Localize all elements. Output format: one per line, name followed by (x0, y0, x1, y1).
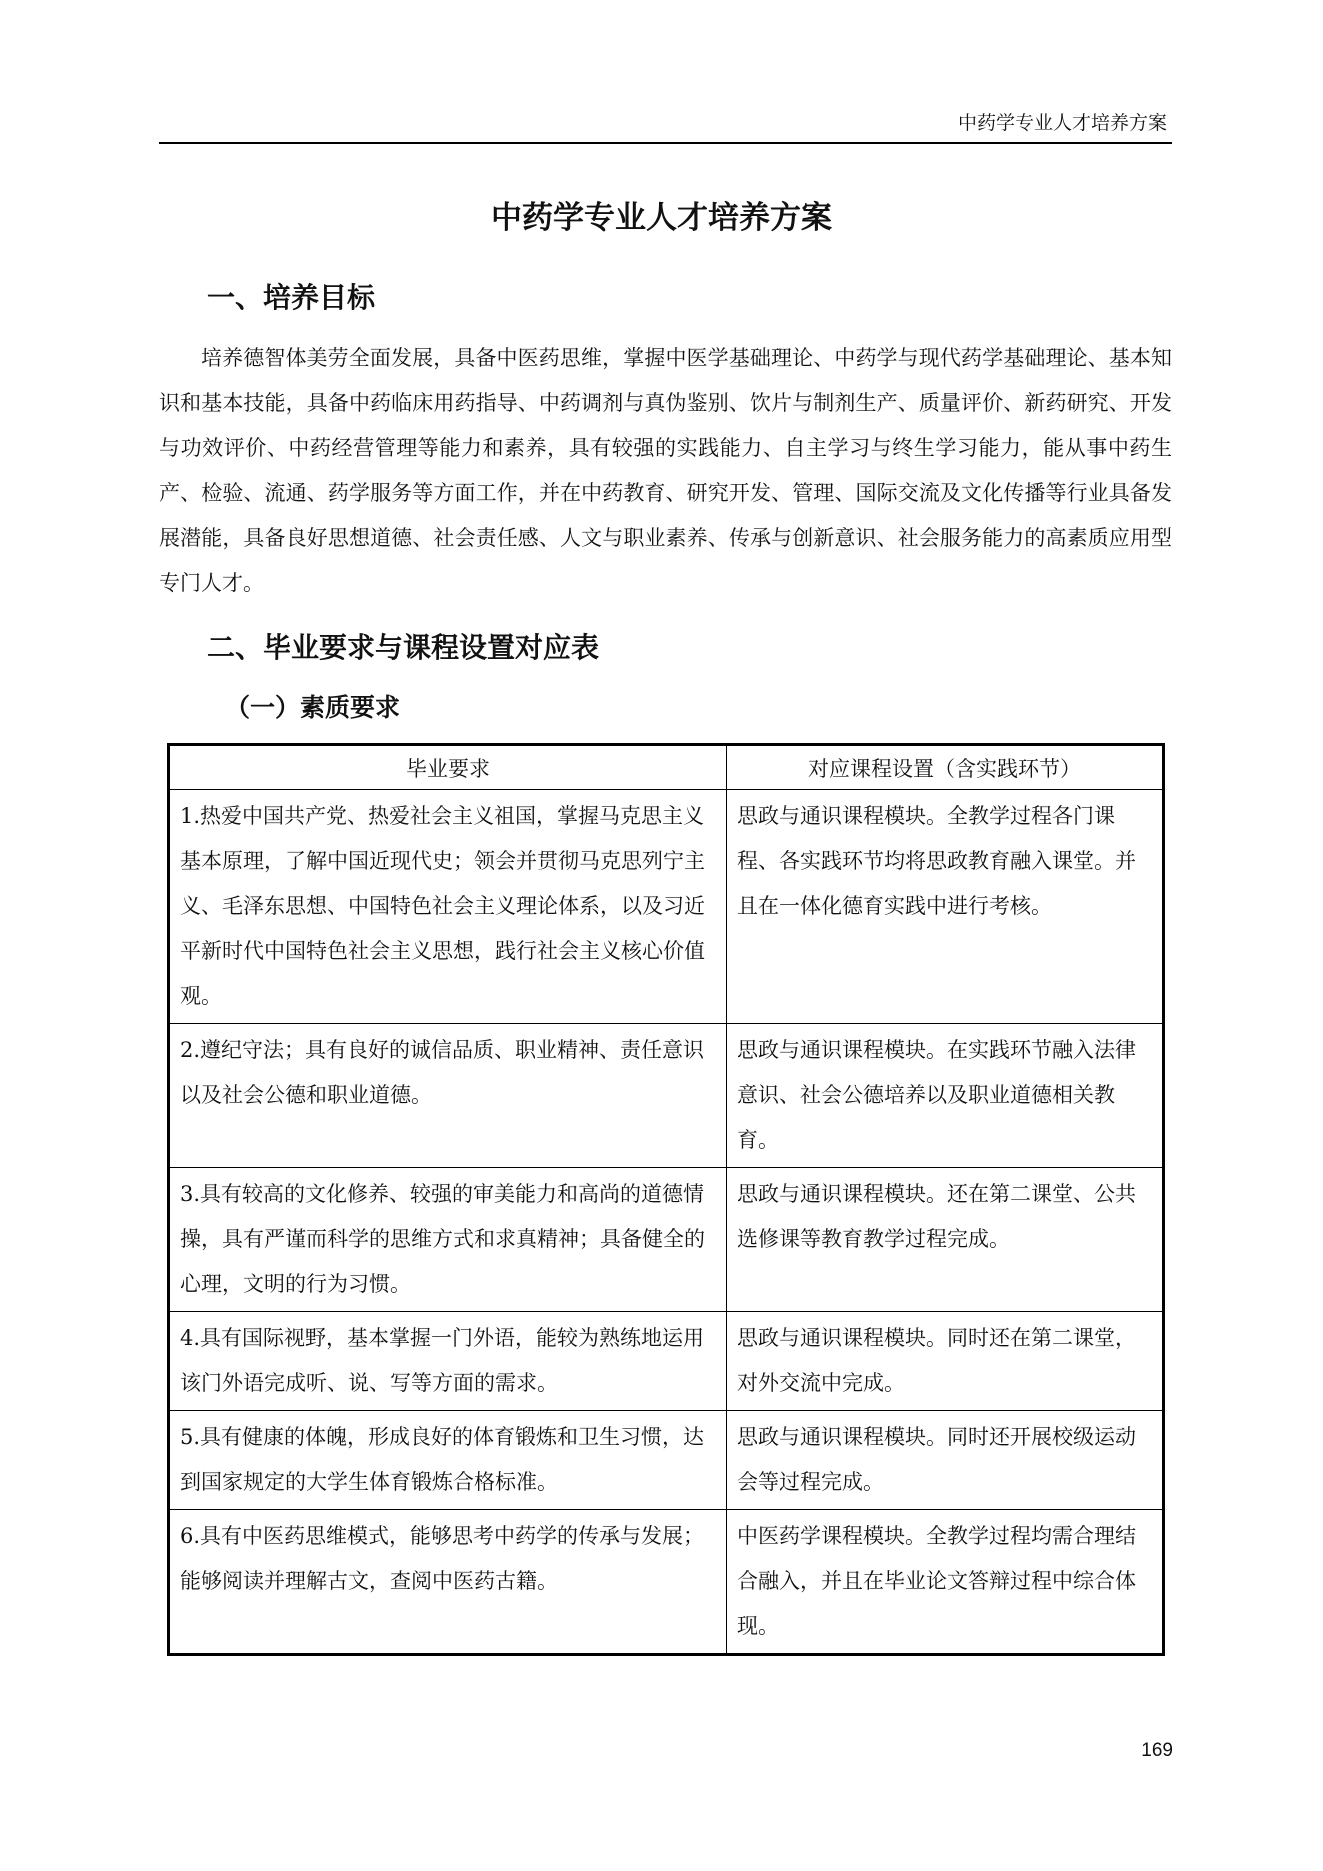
section-heading-requirements-table: 二、毕业要求与课程设置对应表 (207, 631, 600, 664)
table-header-course: 对应课程设置（含实践环节） (727, 745, 1164, 790)
course-cell: 思政与通识课程模块。还在第二课堂、公共选修课等教育教学过程完成。 (727, 1168, 1164, 1312)
section-heading-training-goals: 一、培养目标 (207, 281, 376, 314)
requirement-cell: 3.具有较高的文化修养、较强的审美能力和高尚的道德情操，具有严谨而科学的思维方式和求真精神；具备健全的心理，文明的行为习惯。 (169, 1168, 727, 1312)
requirement-cell: 2.遵纪守法；具有良好的诚信品质、职业精神、责任意识以及社会公德和职业道德。 (169, 1024, 727, 1168)
course-cell: 思政与通识课程模块。在实践环节融入法律意识、社会公德培养以及职业道德相关教育。 (727, 1024, 1164, 1168)
training-goals-paragraph: 培养德智体美劳全面发展，具备中医药思维，掌握中医学基础理论、中药学与现代药学基础理论、基本知识和基本技能，具备中药临床用药指导、中药调剂与真伪鉴别、饮片与制剂生产、质量评价、新药研究、开发与功效评价、中药经营管理等能力和素养，具有较强的实践能力、自主学习与终生学习能力，能从事中药生产、检验、流通、药学服务等方面工作，并在中药教育、研究开发、管理、国际交流及文化传播等行业具备发展潜能，具备良好思想道德、社会责任感、人文与职业素养、传承与创新意识、社会服务能力的高素质应用型专门人才。 (159, 346, 1172, 595)
subsection-heading-quality-requirements: （一）素质要求 (225, 693, 401, 722)
course-cell: 思政与通识课程模块。同时还在第二课堂，对外交流中完成。 (727, 1312, 1164, 1411)
document-title: 中药学专业人才培养方案 (491, 200, 832, 236)
header-divider (159, 142, 1172, 144)
course-cell: 中医药学课程模块。全教学过程均需合理结合融入，并且在毕业论文答辩过程中综合体现。 (727, 1510, 1164, 1655)
table-row (169, 790, 1164, 1024)
table-header-row (169, 745, 1164, 790)
requirement-cell: 5.具有健康的体魄，形成良好的体育锻炼和卫生习惯，达到国家规定的大学生体育锻炼合格标准。 (169, 1411, 727, 1510)
table-row (169, 1411, 1164, 1510)
running-header: 中药学专业人才培养方案 (957, 112, 1167, 134)
course-cell: 思政与通识课程模块。同时还开展校级运动会等过程完成。 (727, 1411, 1164, 1510)
requirement-cell: 4.具有国际视野，基本掌握一门外语，能较为熟练地运用该门外语完成听、说、写等方面的需求。 (169, 1312, 727, 1411)
requirement-cell: 6.具有中医药思维模式，能够思考中药学的传承与发展； 能够阅读并理解古文，查阅中医药古籍。 (169, 1510, 727, 1655)
requirements-course-table (167, 743, 1165, 1656)
table-row (169, 1168, 1164, 1312)
table-row (169, 1312, 1164, 1411)
requirement-cell: 1.热爱中国共产党、热爱社会主义祖国，掌握马克思主义基本原理，了解中国近现代史；领会并贯彻马克思列宁主义、毛泽东思想、中国特色社会主义理论体系，以及习近平新时代中国特色社会主义思想，践行社会主义核心价值观。 (169, 790, 727, 1024)
table-header-requirement: 毕业要求 (169, 745, 727, 790)
page-number: 169 (1141, 1740, 1173, 1761)
course-cell: 思政与通识课程模块。全教学过程各门课程、各实践环节均将思政教育融入课堂。并且在一体化德育实践中进行考核。 (727, 790, 1164, 1024)
table-row (169, 1024, 1164, 1168)
table-row (169, 1510, 1164, 1655)
